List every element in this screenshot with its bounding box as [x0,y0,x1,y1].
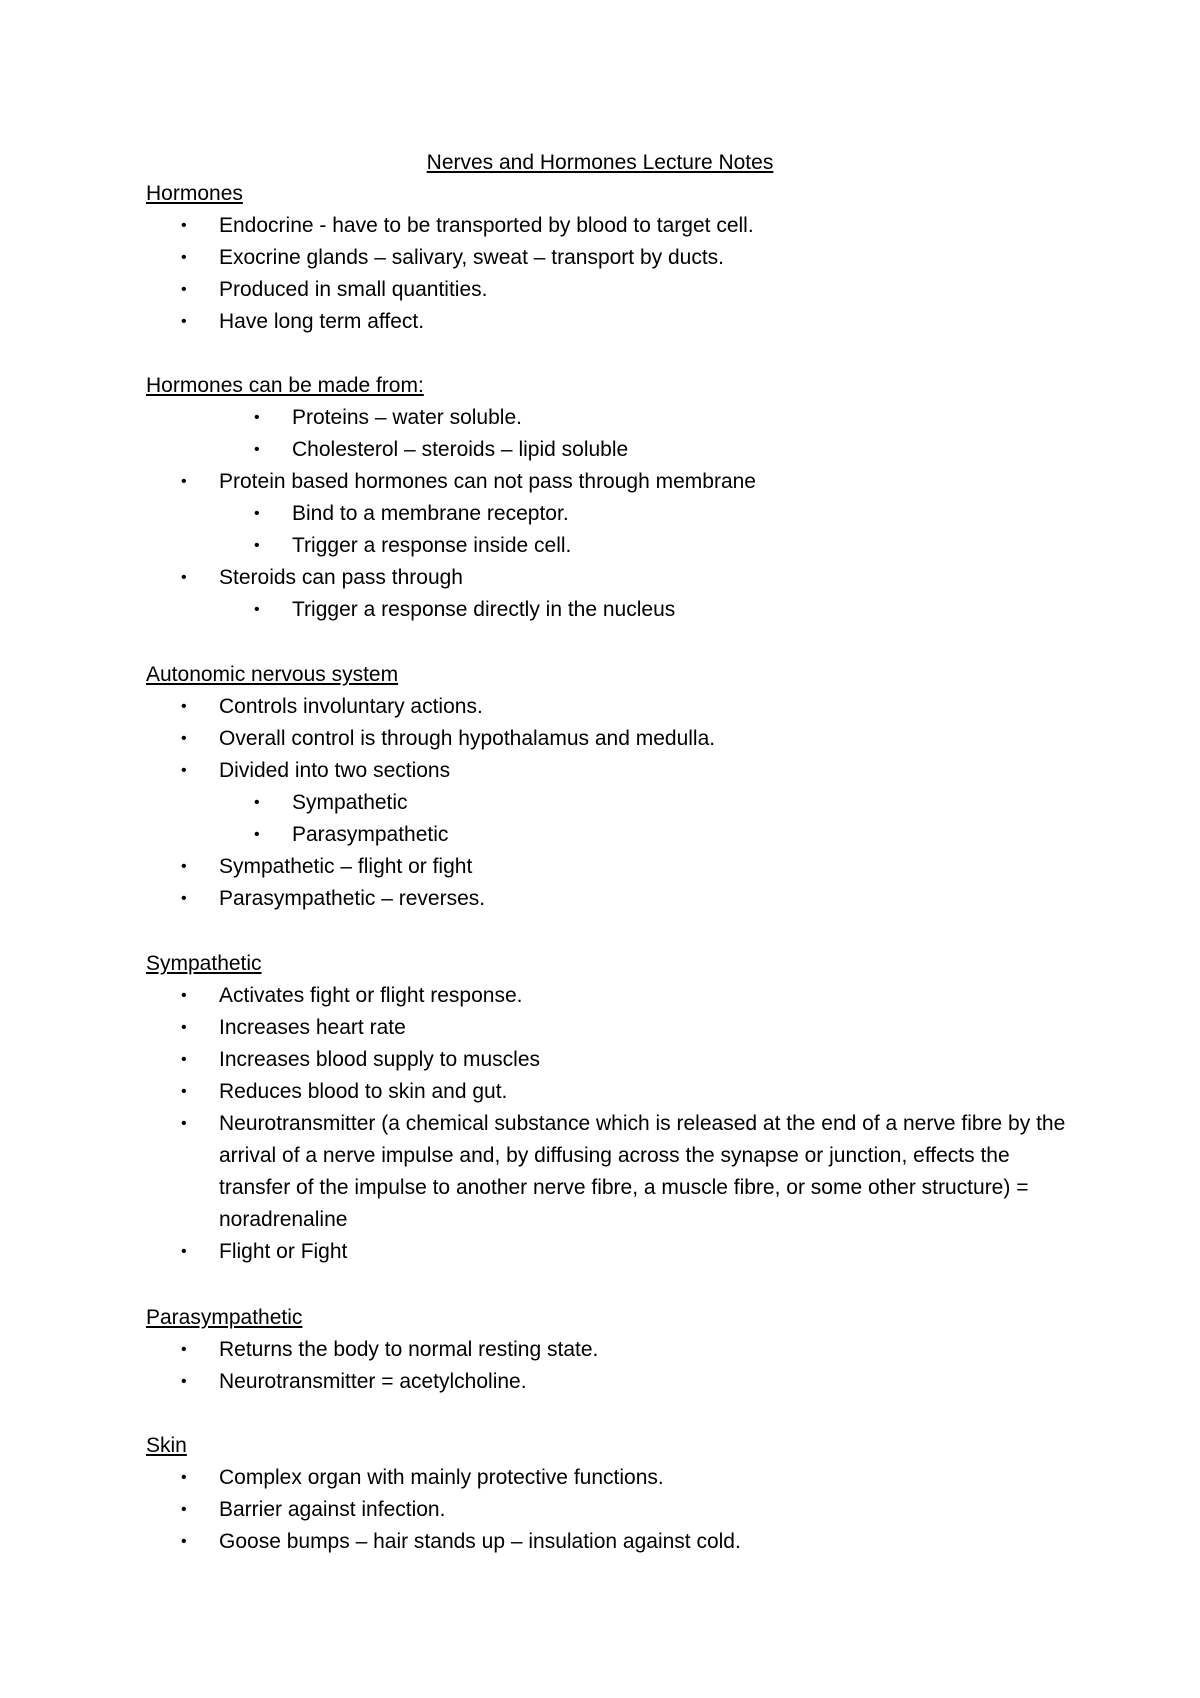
section-autonomic-nervous-system [146,659,1066,915]
list-item: • Steroids can pass through [146,562,1066,594]
list-item: • Neurotransmitter = acetylcholine. [146,1366,1066,1398]
bullet-list [146,980,1066,1268]
list-item: • Neurotransmitter (a chemical substance which is released at the end of a nerve fibre by the arrival of a nerve impulse and, by diffusing across the synapse or junction, effects the transfer of the impulse to another nerve fibre, a muscle fibre, or some other structure) = noradrenaline [146,1108,1066,1236]
document-title: Nerves and Hormones Lecture Notes [426,151,774,174]
list-item: • Goose bumps – hair stands up – insulation against cold. [146,1526,1066,1558]
list-item: • Barrier against infection. [146,1494,1066,1526]
section-heading: Sympathetic [146,952,262,975]
list-item: • Sympathetic [146,787,1066,819]
section-hormones-made-from [146,370,1066,626]
list-item: • Overall control is through hypothalamus and medulla. [146,723,1066,755]
list-item: • Cholesterol – steroids – lipid soluble [146,434,1066,466]
bullet-list [146,210,1066,338]
section-hormones [146,178,1066,338]
section-parasympathetic [146,1302,1066,1398]
list-item: • Increases blood supply to muscles [146,1044,1066,1076]
section-heading: Parasympathetic [146,1306,303,1329]
section-heading: Hormones can be made from: [146,374,424,397]
list-item: • Trigger a response inside cell. [146,530,1066,562]
section-skin [146,1430,1066,1558]
bullet-list [146,402,1066,626]
section-sympathetic [146,948,1066,1268]
list-item: • Complex organ with mainly protective functions. [146,1462,1066,1494]
list-item: • Controls involuntary actions. [146,691,1066,723]
list-item: • Exocrine glands – salivary, sweat – transport by ducts. [146,242,1066,274]
bullet-list [146,691,1066,915]
section-heading: Hormones [146,182,243,205]
list-item: • Parasympathetic [146,819,1066,851]
list-item: • Trigger a response directly in the nucleus [146,594,1066,626]
bullet-list [146,1462,1066,1558]
list-item: • Reduces blood to skin and gut. [146,1076,1066,1108]
section-heading: Skin [146,1434,187,1457]
list-item: • Flight or Fight [146,1236,1066,1268]
list-item: • Divided into two sections [146,755,1066,787]
list-item: • Produced in small quantities. [146,274,1066,306]
list-item: • Returns the body to normal resting state. [146,1334,1066,1366]
list-item: • Increases heart rate [146,1012,1066,1044]
list-item: • Activates fight or flight response. [146,980,1066,1012]
list-item: • Bind to a membrane receptor. [146,498,1066,530]
list-item: • Proteins – water soluble. [146,402,1066,434]
list-item: • Protein based hormones can not pass through membrane [146,466,1066,498]
list-item: • Sympathetic – flight or fight [146,851,1066,883]
list-item: • Have long term affect. [146,306,1066,338]
bullet-list [146,1334,1066,1398]
list-item: • Endocrine - have to be transported by blood to target cell. [146,210,1066,242]
section-heading: Autonomic nervous system [146,663,399,686]
list-item: • Parasympathetic – reverses. [146,883,1066,915]
